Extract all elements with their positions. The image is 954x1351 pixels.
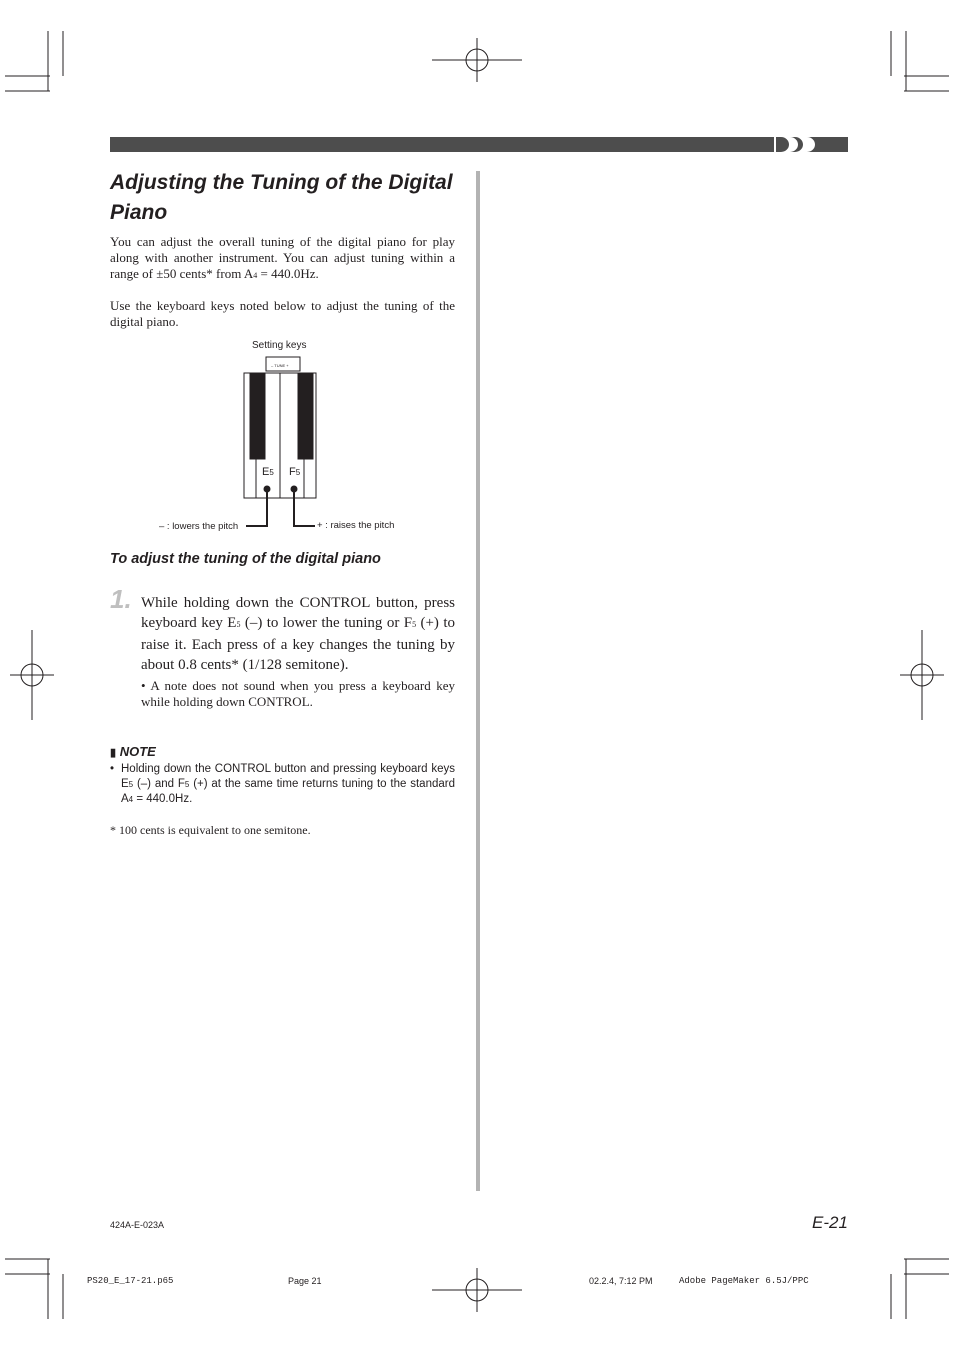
step-text: While holding down the CONTROL button, press keyboard key E5 (–) to lower the tuning or F5 (+) to raise it. Each press of a key changes the tuning by about 0.8 cents* (1/128 semitone). bbox=[141, 595, 455, 673]
key-e5-label: E5 bbox=[262, 466, 274, 478]
note-icon: ▮ bbox=[110, 747, 117, 759]
step-number: 1. bbox=[110, 584, 132, 614]
column-rule bbox=[476, 171, 480, 1191]
raises-pitch-label: + : raises the pitch bbox=[317, 520, 395, 531]
header-bar bbox=[110, 136, 850, 154]
step-bullet: • A note does not sound when you press a keyboard key while holding down CONTROL. bbox=[141, 678, 455, 709]
procedure-heading: To adjust the tuning of the digital piano bbox=[110, 551, 381, 567]
doc-code: 424A-E-023A bbox=[110, 1220, 165, 1230]
page-number: E-21 bbox=[812, 1213, 848, 1232]
footer-page: Page 21 bbox=[288, 1276, 322, 1286]
keyboard-diagram bbox=[150, 355, 420, 540]
page-title: Adjusting the Tuning of the Digital Piano bbox=[110, 171, 453, 224]
footer-file: PS20_E_17-21.p65 bbox=[87, 1276, 174, 1286]
footer-app: Adobe PageMaker 6.5J/PPC bbox=[679, 1276, 809, 1286]
footnote: * 100 cents is equivalent to one semitone. bbox=[110, 823, 311, 837]
setting-keys-label: Setting keys bbox=[252, 340, 307, 351]
note-heading: ▮ NOTE bbox=[110, 744, 156, 759]
note-bullet: • Holding down the CONTROL button and pressing keyboard keys E5 (–) and F5 (+) at the same time returns tuning to the standard A4 = 440.0Hz. bbox=[110, 763, 455, 805]
footer-date: 02.2.4, 7:12 PM bbox=[589, 1276, 653, 1286]
svg-text:– TUNE +: – TUNE + bbox=[271, 363, 289, 368]
key-f5-label: F5 bbox=[289, 466, 301, 478]
intro-paragraph: You can adjust the overall tuning of the digital piano for play along with another instrument. You can adjust tuning within a range of ±50 cents* from A4 = 440.0Hz. bbox=[110, 234, 455, 281]
lowers-pitch-label: – : lowers the pitch bbox=[159, 521, 239, 532]
instruction-paragraph: Use the keyboard keys noted below to adjust the tuning of the digital piano. bbox=[110, 298, 455, 329]
